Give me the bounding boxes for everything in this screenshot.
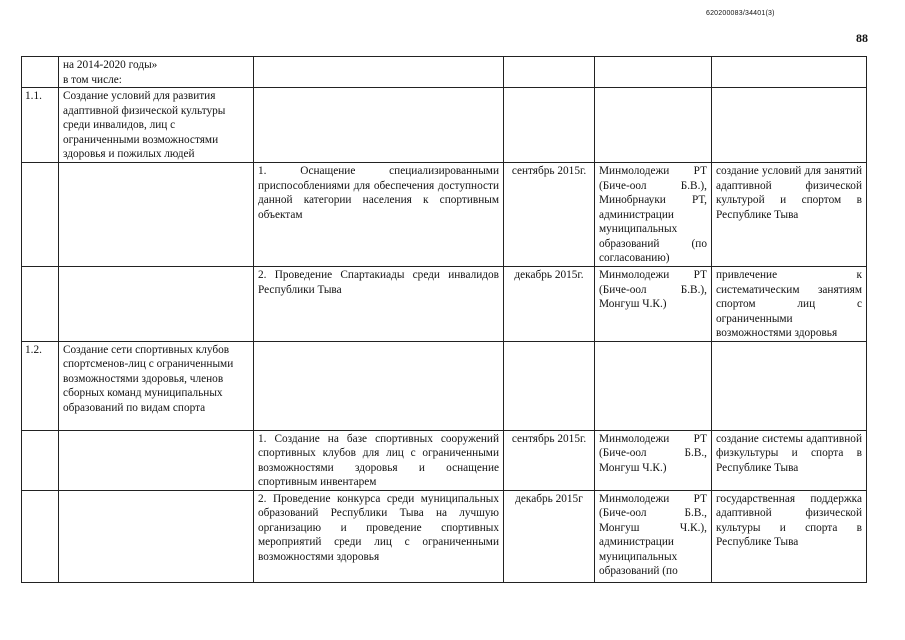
table-row <box>22 163 867 267</box>
table-row <box>22 88 867 163</box>
task-cell: на 2014-2020 годы» в том числе: <box>59 57 254 88</box>
result-cell <box>712 57 867 88</box>
responsible-cell <box>595 88 712 163</box>
row-number <box>22 490 59 582</box>
event-cell: 1. Оснащение специализированными приспособлениями для обеспечения доступности данной категории населения к спортивным объектам <box>254 163 504 267</box>
result-cell: государственная поддержка адаптивной физической культуры и спорта в Республике Тыва <box>712 490 867 582</box>
row-number <box>22 430 59 490</box>
date-cell: сентябрь 2015г. <box>504 430 595 490</box>
row-number: 1.2. <box>22 341 59 430</box>
date-cell: декабрь 2015г. <box>504 267 595 342</box>
row-number <box>22 267 59 342</box>
result-cell: привлечение к систематическим занятиям спортом лиц с ограниченными возможностями здоровья <box>712 267 867 342</box>
event-cell: 1. Создание на базе спортивных сооружений спортивных клубов для лиц с ограниченными возможностями здоровья и оснащение спортивным инвентарем <box>254 430 504 490</box>
event-cell <box>254 341 504 430</box>
date-cell: сентябрь 2015г. <box>504 163 595 267</box>
task-cell <box>59 490 254 582</box>
task-cell: Создание сети спортивных клубов спортсменов-лиц с ограниченными возможностями здоровья, членов сборных команд муниципальных образований по видам спорта <box>59 341 254 430</box>
date-cell <box>504 88 595 163</box>
program-activities-table <box>21 56 867 583</box>
table-row <box>22 57 867 88</box>
date-cell <box>504 57 595 88</box>
responsible-cell <box>595 341 712 430</box>
date-cell <box>504 341 595 430</box>
task-cell <box>59 430 254 490</box>
table-row <box>22 341 867 430</box>
responsible-cell: Минмолодежи РТ (Биче-оол Б.В.), Монгуш Ч.К.) <box>595 267 712 342</box>
event-cell: 2. Проведение Спартакиады среди инвалидов Республики Тыва <box>254 267 504 342</box>
date-cell: декабрь 2015г <box>504 490 595 582</box>
task-cell <box>59 267 254 342</box>
result-cell: создание системы адаптивной физкультуры и спорта в Республике Тыва <box>712 430 867 490</box>
task-cell <box>59 163 254 267</box>
row-number <box>22 57 59 88</box>
row-number <box>22 163 59 267</box>
result-cell <box>712 88 867 163</box>
result-cell <box>712 341 867 430</box>
table-row <box>22 490 867 582</box>
task-cell: Создание условий для развития адаптивной физической культуры среди инвалидов, лиц с ограниченными возможностями здоровья и пожилых людей <box>59 88 254 163</box>
responsible-cell: Минмолодежи РТ (Биче-оол Б.В., Монгуш Ч.К.), администрации муниципальных образований (по <box>595 490 712 582</box>
page-number: 88 <box>856 31 868 45</box>
table-row <box>22 430 867 490</box>
event-cell: 2. Проведение конкурса среди муниципальных образований Республики Тыва на лучшую организацию и проведение спортивных мероприятий среди лиц с ограниченными возможностями здоровья <box>254 490 504 582</box>
event-cell <box>254 57 504 88</box>
table-row <box>22 267 867 342</box>
result-cell: создание условий для занятий адаптивной физической культурой и спортом в Республике Тыва <box>712 163 867 267</box>
responsible-cell <box>595 57 712 88</box>
event-cell <box>254 88 504 163</box>
responsible-cell: Минмолодежи РТ (Биче-оол Б.В., Монгуш Ч.К.) <box>595 430 712 490</box>
responsible-cell: Минмолодежи РТ (Биче-оол Б.В.), Минобрнауки РТ, администрации муниципальных образований (по согласованию) <box>595 163 712 267</box>
document-registration-number: 620200083/34401(3) <box>706 10 775 17</box>
row-number: 1.1. <box>22 88 59 163</box>
